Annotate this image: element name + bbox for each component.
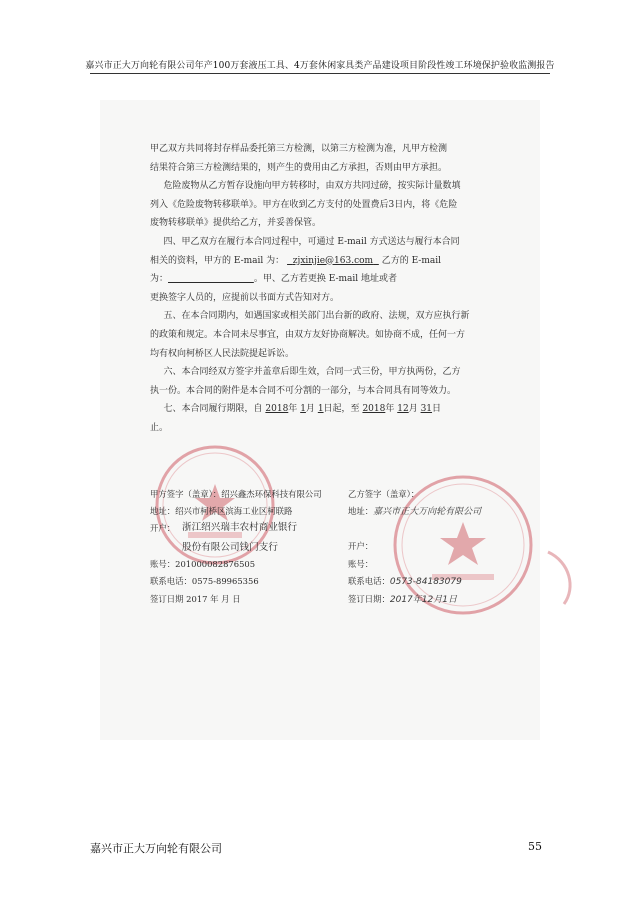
party-b-address-line bbox=[348, 505, 481, 518]
contract-body bbox=[150, 140, 510, 438]
email-label-a: 相关的资料，甲方的 E-mail 为： bbox=[150, 255, 285, 266]
party-b-bank-line: 开户： bbox=[348, 541, 374, 551]
party-b-date-line bbox=[348, 593, 457, 606]
term-line bbox=[150, 400, 510, 419]
party-a-address-label: 地址： bbox=[150, 506, 176, 516]
party-a-phone-label: 联系电话： bbox=[150, 576, 192, 586]
paragraph-line: 的政策和规定。本合同未尽事宜，由双方友好协商解决。如协商不成，任何一方 bbox=[150, 329, 466, 340]
footer-company: 嘉兴市正大万向轮有限公司 bbox=[90, 842, 222, 855]
email-label-b-prefix: 为： bbox=[150, 274, 169, 285]
party-a-account-line bbox=[150, 558, 255, 570]
party-a-company: 绍兴鑫杰环保科技有限公司 bbox=[221, 489, 322, 499]
party-b-sign-line: 乙方签字（盖章）： bbox=[348, 489, 420, 499]
start-month: 1 bbox=[300, 404, 306, 415]
party-a-bank-line1: 浙江绍兴瑞丰农村商业银行 bbox=[182, 522, 298, 533]
paragraph-line bbox=[150, 270, 510, 289]
year-char: 年 bbox=[385, 404, 395, 415]
party-a-sign-line bbox=[150, 488, 322, 500]
party-a-bank-label: 开户： bbox=[150, 523, 176, 533]
page-number: 55 bbox=[528, 840, 542, 853]
term-suffix: 日 bbox=[432, 404, 442, 415]
paragraph-line: 止。 bbox=[150, 422, 169, 433]
party-b-phone-label: 联系电话： bbox=[348, 576, 390, 586]
term-middle: 日起，至 bbox=[323, 404, 360, 415]
party-a-account: 201000082876505 bbox=[175, 559, 256, 569]
email-value bbox=[287, 256, 379, 266]
party-b-stamp-edge bbox=[540, 548, 580, 608]
paragraph-line: 列入《危险废物转移联单》。甲方在收到乙方支付的处置费后3日内，将《危险 bbox=[150, 199, 458, 210]
month-char: 月 bbox=[408, 404, 418, 415]
party-b-date-handwritten: 2017年12月1日 bbox=[389, 595, 457, 605]
party-a-address-line bbox=[150, 505, 292, 517]
paragraph-line: 执一份。本合同的附件是本合同不可分割的一部分，与本合同具有同等效力。 bbox=[150, 385, 457, 396]
party-a-sign-label: 甲方签字（盖章）： bbox=[150, 489, 222, 499]
start-day: 1 bbox=[317, 404, 324, 415]
party-a-bank-line2: 股份有限公司钱门支行 bbox=[182, 542, 278, 553]
paragraph-line: 五、在本合同期内，如遇国家或相关部门出台新的政府、法规，双方应执行新 bbox=[163, 311, 470, 322]
party-b-date-label: 签订日期： bbox=[348, 594, 390, 604]
end-month: 12 bbox=[397, 404, 409, 415]
header-rule bbox=[90, 73, 550, 74]
party-b-account-line: 账号： bbox=[348, 559, 374, 569]
blank-line bbox=[168, 274, 254, 284]
party-a-date-label: 签订日期 bbox=[150, 594, 184, 604]
party-b-address-label: 地址： bbox=[348, 506, 374, 516]
start-year: 2018 bbox=[265, 404, 289, 415]
paragraph-line: 六、本合同经双方签字并盖章后即生效，合同一式三份，甲方执两份，乙方 bbox=[163, 367, 461, 378]
paragraph-line: 更换签字人员的，应提前以书面方式告知对方。 bbox=[150, 292, 340, 303]
month-char: 月 bbox=[305, 404, 315, 415]
paragraph-line: 均有权向柯桥区人民法院提起诉讼。 bbox=[150, 348, 295, 359]
end-year: 2018 bbox=[362, 404, 386, 415]
paragraph-line: 结果符合第三方检测结果的，则产生的费用由乙方承担，否则由甲方承担。 bbox=[150, 162, 448, 173]
party-a-phone-line bbox=[150, 575, 259, 587]
party-a-date-line bbox=[150, 593, 241, 605]
report-header: 嘉兴市正大万向轮有限公司年产100万套液压工具、4万套休闲家具类产品建设项目阶段性竣工环境保护验收监测报告 bbox=[85, 61, 555, 71]
paragraph-line bbox=[150, 252, 510, 271]
term-prefix: 七、本合同履行期限，自 bbox=[163, 404, 263, 415]
paragraph-line: 危险废物从乙方暂存设施向甲方转移时，由双方共同过磅，按实际计量数填 bbox=[163, 181, 461, 192]
party-b-address-handwritten: 嘉兴市正大万向轮有限公司 bbox=[373, 507, 482, 517]
party-a-address: 绍兴市柯桥区滨海工业区柯联路 bbox=[175, 506, 293, 516]
paragraph-line: 甲乙双方共同将封存样品委托第三方检测，以第三方检测为准，凡甲方检测 bbox=[150, 144, 448, 154]
year-char: 年 bbox=[288, 404, 298, 415]
party-a-date-value: 2017 年 月 日 bbox=[186, 594, 241, 604]
party-a-account-label: 账号： bbox=[150, 559, 176, 569]
email-text: zjxinjie@163.com bbox=[292, 255, 374, 266]
party-a-phone: 0575-89965356 bbox=[191, 576, 259, 586]
email-label-b: 乙方的 E-mail bbox=[381, 255, 441, 266]
party-b-phone-line bbox=[348, 575, 462, 588]
email-change-text: 。甲、乙方若更换 E-mail 地址或者 bbox=[253, 274, 398, 285]
paragraph-line: 四、甲乙双方在履行本合同过程中，可通过 E-mail 方式送达与履行本合同 bbox=[163, 236, 460, 247]
party-b-phone-handwritten: 0573-84183079 bbox=[389, 577, 462, 587]
end-day: 31 bbox=[420, 404, 433, 415]
paragraph-line: 废物转移联单》提供给乙方，并妥善保管。 bbox=[150, 218, 322, 229]
